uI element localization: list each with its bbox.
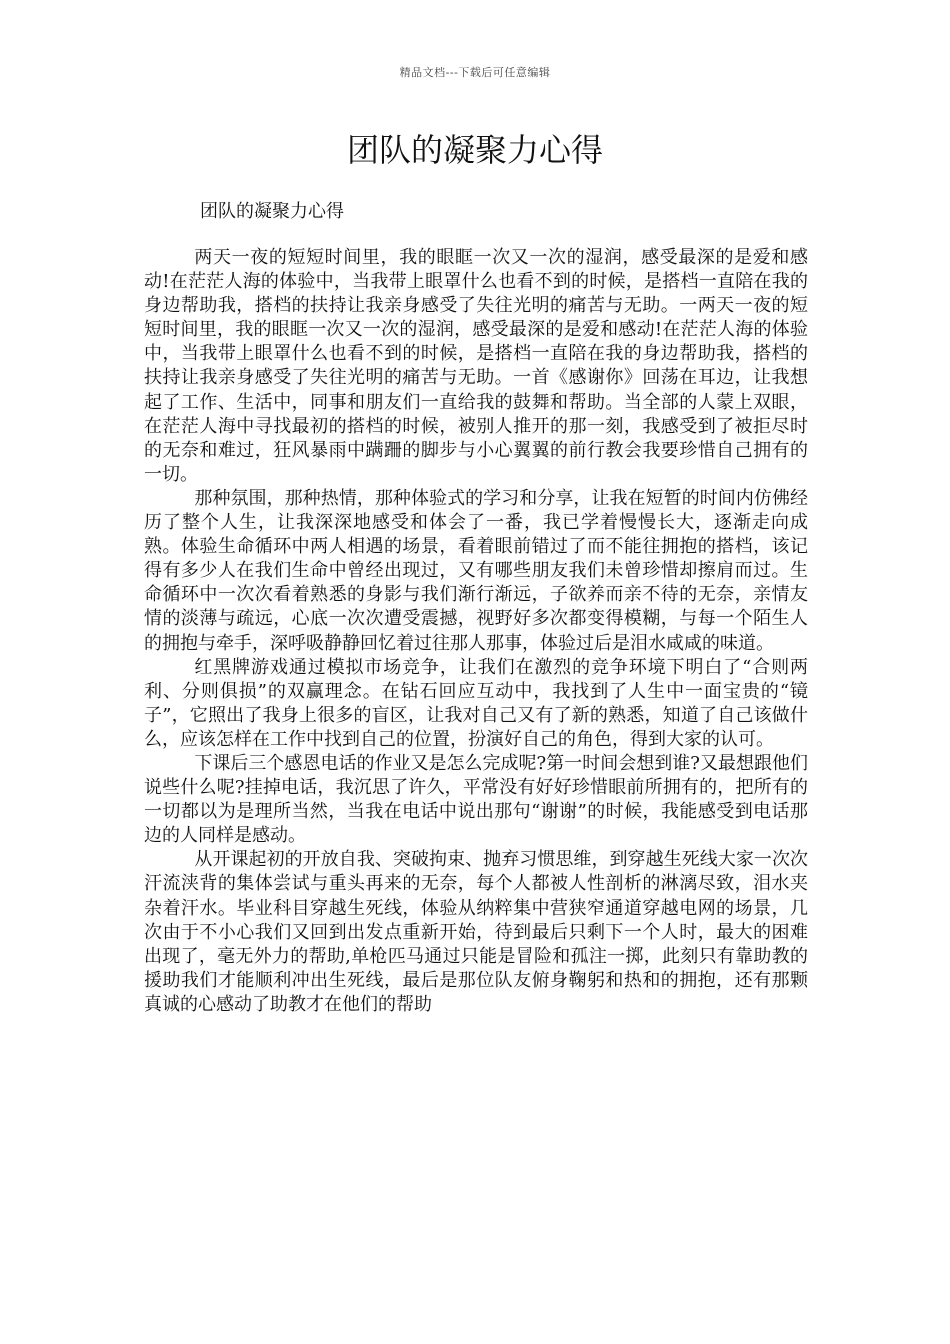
paragraph: 两天一夜的短短时间里，我的眼眶一次又一次的湿润，感受最深的是爱和感动!在茫茫人海的体验中，当我带上眼罩什么也看不到的时候，是搭档一直陪在我的身边帮助我，搭档的扶持让我亲身感受了失往光明的痛苦与无助。一两天一夜的短短时间里，我的眼眶一次又一次的湿润，感受最深的是爱和感动!在茫茫人海的体验中，当我带上眼罩什么也看不到的时候，是搭档一直陪在我的身边帮助我，搭档的扶持让我亲身感受了失往光明的痛苦与无助。一首《感谢你》回荡在耳边，让我想起了工作、生活中，同事和朋友们一直给我的鼓舞和帮助。当全部的人蒙上双眼，在茫茫人海中寻找最初的搭档的时候，被别人推开的那一刻，我感受到了被拒尽时的无奈和难过，狂风暴雨中蹒跚的脚步与小心翼翼的前行教会我要珍惜自己拥有的一切。 [144,247,808,485]
paragraph: 下课后三个感恩电话的作业又是怎么完成呢?第一时间会想到谁?又最想跟他们说些什么呢?挂掉电话，我沉思了许久，平常没有好好珍惜眼前所拥有的，把所有的一切都以为是理所当然，当我在电话中说出那句“谢谢”的时候，我能感受到电话那边的人同样是感动。 [144,752,808,847]
paragraph: 从开课起初的开放自我、突破拘束、抛弃习惯思维，到穿越生死线大家一次次汗流浃背的集体尝试与重头再来的无奈，每个人都被人性剖析的淋漓尽致，泪水夹杂着汗水。毕业科目穿越生死线，体验从纳粹集中营狭窄通道穿越电网的场景，几次由于不小心我们又回到出发点重新开始，待到最后只剩下一个人时，最大的困难出现了，毫无外力的帮助,单枪匹马通过只能是冒险和孤注一掷，此刻只有靠助教的援助我们才能顺利冲出生死线，最后是那位队友俯身鞠躬和热和的拥抱，还有那颗真诚的心感动了助教才在他们的帮助 [144,849,808,1015]
document-subtitle: 团队的凝聚力心得 [200,201,344,222]
document-body [144,246,808,1017]
header-note: 精品文档---下载后可任意编辑 [399,66,551,79]
paragraph: 红黑牌游戏通过模拟市场竞争，让我们在激烈的竞争环境下明白了“合则两利、分则俱损”的双赢理念。在钻石回应互动中，我找到了人生中一面宝贵的“镜子”，它照出了我身上很多的盲区，让我对自己又有了新的熟悉，知道了自己该做什么，应该怎样在工作中找到自己的位置，扮演好自己的角色，得到大家的认可。 [144,656,808,750]
paragraph: 那种氛围，那种热情，那种体验式的学习和分享，让我在短暂的时间内仿佛经历了整个人生，让我深深地感受和体会了一番，我已学着慢慢长大，逐渐走向成熟。体验生命循环中两人相遇的场景，看着眼前错过了而不能往拥抱的搭档，该记得有多少人在我们生命中曾经出现过，又有哪些朋友我们未曾珍惜却擦肩而过。生命循环中一次次看着熟悉的身影与我们渐行渐远，子欲养而亲不待的无奈，亲情友情的淡薄与疏远，心底一次次遭受震撼，视野好多次都变得模糊，与每一个陌生人的拥抱与牵手，深呼吸静静回忆着过往那人那事，体验过后是泪水咸咸的味道。 [144,487,808,654]
document-title: 团队的凝聚力心得 [346,131,603,169]
